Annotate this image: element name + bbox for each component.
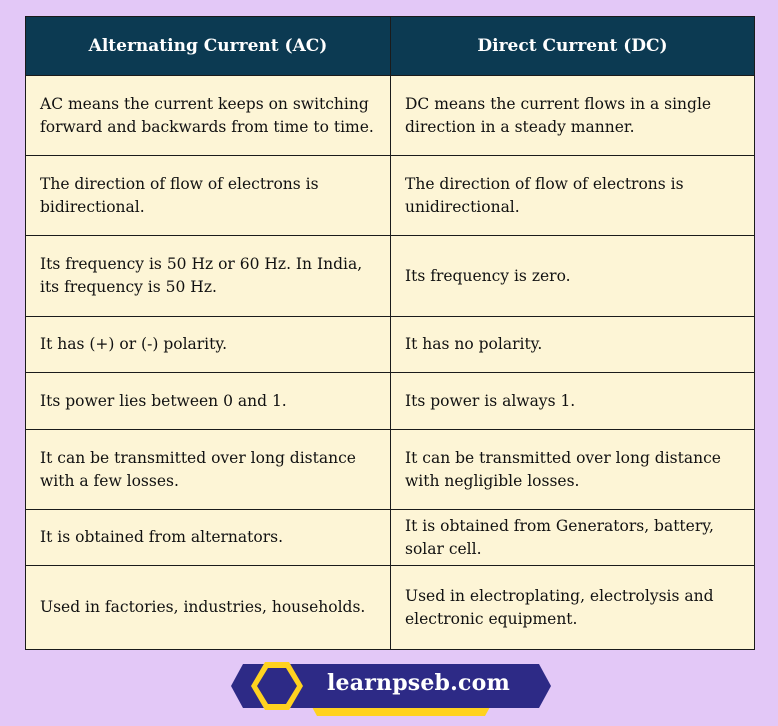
cell-ac: Used in factories, industries, households. [26,566,391,650]
table-row [26,236,755,317]
cell-ac: It has (+) or (-) polarity. [26,317,391,373]
table-row [26,510,755,566]
cell-ac: The direction of flow of electrons is bidirectional. [26,156,391,236]
cell-ac: It is obtained from alternators. [26,510,391,566]
cell-dc: It can be transmitted over long distance with negligible losses. [391,430,755,510]
cell-dc: Its frequency is zero. [391,236,755,317]
table-row [26,430,755,510]
cell-dc: The direction of flow of electrons is unidirectional. [391,156,755,236]
table-header-row [26,17,755,76]
cell-dc: Its power is always 1. [391,373,755,430]
cell-ac: Its power lies between 0 and 1. [26,373,391,430]
header-ac: Alternating Current (AC) [26,17,391,76]
cell-dc: It has no polarity. [391,317,755,373]
cell-ac: AC means the current keeps on switching forward and backwards from time to time. [26,76,391,156]
table-row [26,76,755,156]
comparison-table-container [25,16,754,650]
cell-ac: It can be transmitted over long distance with a few losses. [26,430,391,510]
cell-dc: It is obtained from Generators, battery, solar cell. [391,510,755,566]
table-row [26,317,755,373]
table-row [26,566,755,650]
table-row [26,373,755,430]
table-row [26,156,755,236]
header-dc: Direct Current (DC) [391,17,755,76]
cell-ac: Its frequency is 50 Hz or 60 Hz. In India, its frequency is 50 Hz. [26,236,391,317]
cell-dc: DC means the current flows in a single direction in a steady manner. [391,76,755,156]
cell-dc: Used in electroplating, electrolysis and electronic equipment. [391,566,755,650]
learnpseb-logo[interactable] [229,660,551,716]
logo-text: learnpseb.com [327,670,510,696]
ac-dc-comparison-table [25,16,755,650]
